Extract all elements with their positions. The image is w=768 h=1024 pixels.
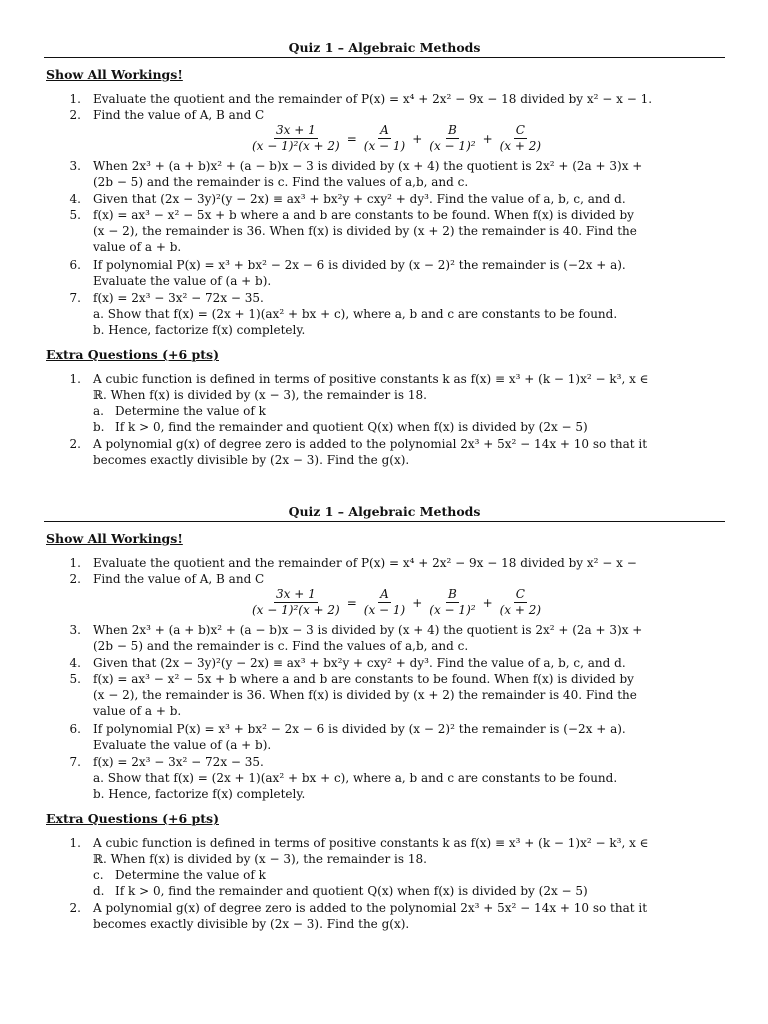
- question-number: 6.: [69, 722, 81, 736]
- question-text: Evaluate the quotient and the remainder of P(x) = x⁴ + 2x² − 9x − 18 divided by x² − x − 1.: [93, 92, 653, 106]
- equals-sign: =: [346, 595, 357, 610]
- question-text: A cubic function is defined in terms of positive constants k as f(x) ≡ x³ + (k − 1)x² − k³, x ∈: [93, 372, 649, 386]
- part-text: If k > 0, find the remainder and quotient Q(x) when f(x) is divided by (2x − 5): [115, 420, 588, 434]
- part-label: c.: [93, 868, 104, 882]
- numerator: 3x + 1: [275, 123, 316, 137]
- part-text: Determine the value of k: [115, 868, 266, 882]
- question-text: A polynomial g(x) of degree zero is added to the polynomial 2x³ + 5x² − 14x + 10 so that it: [93, 901, 648, 915]
- numerator: C: [515, 587, 525, 601]
- question-7b: b. Hence, factorize f(x) completely.: [93, 323, 306, 337]
- plus-sign: +: [412, 131, 423, 146]
- quiz-title: Quiz 1 – Algebraic Methods: [288, 40, 481, 55]
- denominator: (x + 2): [499, 139, 542, 153]
- extra-question-1-part: [93, 403, 266, 419]
- fraction-b: [427, 123, 477, 154]
- denominator: (x − 1)²: [429, 603, 476, 617]
- plus-sign: +: [482, 595, 493, 610]
- question-text: When 2x³ + (a + b)x² + (a − b)x − 3 is divided by (x + 4) the quotient is 2x² + (2a + 3)x +: [93, 159, 643, 173]
- partial-fraction-equation: [246, 587, 547, 618]
- show-workings-heading: Show All Workings!: [46, 67, 183, 82]
- denominator: (x − 1)²(x + 2): [252, 139, 340, 153]
- question-number: 4.: [69, 192, 81, 206]
- question-number: 1.: [69, 92, 81, 106]
- question-6-cont: Evaluate the value of (a + b).: [93, 738, 272, 752]
- question-number: 2.: [69, 437, 81, 451]
- partial-fraction-equation: [246, 123, 547, 154]
- question-number: 5.: [69, 208, 81, 222]
- question-3-cont: (2b − 5) and the remainder is c. Find the values of a,b, and c.: [93, 175, 469, 189]
- numerator: A: [380, 587, 389, 601]
- numerator: B: [448, 587, 457, 601]
- question-text: f(x) = ax³ − x² − 5x + b where a and b are constants to be found. When f(x) is divided by: [93, 672, 634, 686]
- fraction-a: [362, 123, 407, 154]
- denominator: (x + 2): [499, 603, 542, 617]
- question-5-cont: value of a + b.: [93, 240, 182, 254]
- question-text: A polynomial g(x) of degree zero is added to the polynomial 2x³ + 5x² − 14x + 10 so that it: [93, 437, 648, 451]
- part-text: If k > 0, find the remainder and quotient Q(x) when f(x) is divided by (2x − 5): [115, 884, 588, 898]
- question-number: 1.: [69, 836, 81, 850]
- lhs-fraction: [250, 123, 342, 154]
- question-text: Find the value of A, B and C: [93, 572, 265, 586]
- fraction-b: [427, 587, 477, 618]
- question-number: 1.: [69, 556, 81, 570]
- numerator: A: [380, 123, 389, 137]
- question-3-cont: (2b − 5) and the remainder is c. Find the values of a,b, and c.: [93, 639, 469, 653]
- quiz-title: Quiz 1 – Algebraic Methods: [288, 504, 481, 519]
- question-number: 7.: [69, 291, 81, 305]
- question-5-cont: (x − 2), the remainder is 36. When f(x) is divided by (x + 2) the remainder is 40. Find the: [93, 688, 637, 702]
- question-number: 3.: [69, 159, 81, 173]
- question-number: 6.: [69, 258, 81, 272]
- denominator: (x − 1): [363, 603, 406, 617]
- title-rule: [44, 521, 725, 522]
- question-number: 5.: [69, 672, 81, 686]
- part-text: Determine the value of k: [115, 404, 266, 418]
- question-number: 7.: [69, 755, 81, 769]
- question-7a: a. Show that f(x) = (2x + 1)(ax² + bx + c), where a, b and c are constants to be found.: [93, 307, 618, 321]
- numerator: B: [448, 123, 457, 137]
- extra-question-1-cont: ℝ. When f(x) is divided by (x − 3), the remainder is 18.: [93, 388, 427, 402]
- fraction-c: [498, 587, 543, 618]
- question-text: Given that (2x − 3y)²(y − 2x) ≡ ax³ + bx²y + cxy² + dy³. Find the value of a, b, c, and d.: [93, 656, 626, 670]
- question-number: 2.: [69, 572, 81, 586]
- extra-questions-heading: Extra Questions (+6 pts): [46, 811, 219, 826]
- question-number: 3.: [69, 623, 81, 637]
- equals-sign: =: [346, 131, 357, 146]
- question-text: Evaluate the quotient and the remainder of P(x) = x⁴ + 2x² − 9x − 18 divided by x² − x −: [93, 556, 637, 570]
- part-label: a.: [93, 404, 104, 418]
- question-text: Find the value of A, B and C: [93, 108, 265, 122]
- question-text: f(x) = 2x³ − 3x² − 72x − 35.: [93, 291, 264, 305]
- part-label: b.: [93, 420, 105, 434]
- fraction-c: [498, 123, 543, 154]
- show-workings-heading: Show All Workings!: [46, 531, 183, 546]
- title-rule: [44, 57, 725, 58]
- numerator: C: [515, 123, 525, 137]
- question-number: 4.: [69, 656, 81, 670]
- question-text: f(x) = 2x³ − 3x² − 72x − 35.: [93, 755, 264, 769]
- question-number: 1.: [69, 372, 81, 386]
- question-text: When 2x³ + (a + b)x² + (a − b)x − 3 is divided by (x + 4) the quotient is 2x² + (2a + 3)x +: [93, 623, 643, 637]
- question-5-cont: value of a + b.: [93, 704, 182, 718]
- fraction-a: [362, 587, 407, 618]
- question-7a: a. Show that f(x) = (2x + 1)(ax² + bx + c), where a, b and c are constants to be found.: [93, 771, 618, 785]
- part-label: d.: [93, 884, 105, 898]
- plus-sign: +: [412, 595, 423, 610]
- question-text: If polynomial P(x) = x³ + bx² − 2x − 6 is divided by (x − 2)² the remainder is (−2x + a).: [93, 722, 626, 736]
- question-text: If polynomial P(x) = x³ + bx² − 2x − 6 is divided by (x − 2)² the remainder is (−2x + a).: [93, 258, 626, 272]
- denominator: (x − 1)²: [429, 139, 476, 153]
- question-7b: b. Hence, factorize f(x) completely.: [93, 787, 306, 801]
- question-number: 2.: [69, 108, 81, 122]
- denominator: (x − 1)²(x + 2): [252, 603, 340, 617]
- question-text: Given that (2x − 3y)²(y − 2x) ≡ ax³ + bx²y + cxy² + dy³. Find the value of a, b, c, and d.: [93, 192, 626, 206]
- extra-question-1-cont: ℝ. When f(x) is divided by (x − 3), the remainder is 18.: [93, 852, 427, 866]
- extra-question-1-part: [93, 867, 266, 883]
- numerator: 3x + 1: [275, 587, 316, 601]
- question-6-cont: Evaluate the value of (a + b).: [93, 274, 272, 288]
- question-text: f(x) = ax³ − x² − 5x + b where a and b are constants to be found. When f(x) is divided by: [93, 208, 634, 222]
- extra-question-1-part: [93, 419, 588, 435]
- question-text: A cubic function is defined in terms of positive constants k as f(x) ≡ x³ + (k − 1)x² − k³, x ∈: [93, 836, 649, 850]
- question-5-cont: (x − 2), the remainder is 36. When f(x) is divided by (x + 2) the remainder is 40. Find the: [93, 224, 637, 238]
- denominator: (x − 1): [363, 139, 406, 153]
- plus-sign: +: [482, 131, 493, 146]
- extra-question-1-part: [93, 883, 588, 899]
- extra-question-2-cont: becomes exactly divisible by (2x − 3). Find the g(x).: [93, 917, 410, 931]
- extra-questions-heading: Extra Questions (+6 pts): [46, 347, 219, 362]
- extra-question-2-cont: becomes exactly divisible by (2x − 3). Find the g(x).: [93, 453, 410, 467]
- lhs-fraction: [250, 587, 342, 618]
- question-number: 2.: [69, 901, 81, 915]
